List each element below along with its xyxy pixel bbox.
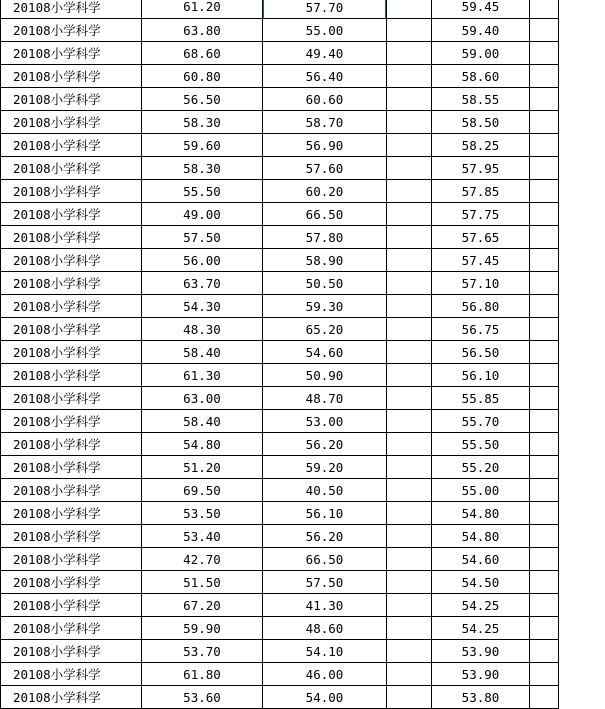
table-row	[1, 19, 559, 42]
subject-cell[interactable]: 20108小学科学	[1, 525, 142, 548]
average-cell[interactable]: 55.70	[432, 410, 530, 433]
empty-cell[interactable]	[387, 203, 432, 226]
empty-cell[interactable]	[530, 226, 559, 249]
subject-cell[interactable]: 20108小学科学	[1, 295, 142, 318]
table-row	[1, 525, 559, 548]
subject-cell[interactable]: 20108小学科学	[1, 640, 142, 663]
score2-cell[interactable]: 57.60	[263, 157, 387, 180]
table-row	[1, 640, 559, 663]
average-cell[interactable]: 58.55	[432, 88, 530, 111]
subject-cell[interactable]: 20108小学科学	[1, 433, 142, 456]
score1-cell[interactable]: 42.70	[142, 548, 263, 571]
average-cell[interactable]: 57.10	[432, 272, 530, 295]
score2-cell[interactable]: 60.20	[263, 180, 387, 203]
empty-cell[interactable]	[530, 157, 559, 180]
empty-cell[interactable]	[387, 0, 432, 19]
score1-cell[interactable]: 59.60	[142, 134, 263, 157]
score2-cell[interactable]: 66.50	[263, 203, 387, 226]
subject-cell[interactable]: 20108小学科学	[1, 571, 142, 594]
average-cell[interactable]: 55.85	[432, 387, 530, 410]
empty-cell[interactable]	[387, 617, 432, 640]
empty-cell[interactable]	[387, 686, 432, 709]
table-row	[1, 249, 559, 272]
subject-cell[interactable]: 20108小学科学	[1, 249, 142, 272]
table-row	[1, 410, 559, 433]
average-cell[interactable]: 54.80	[432, 502, 530, 525]
score1-cell[interactable]: 63.70	[142, 272, 263, 295]
empty-cell[interactable]	[530, 686, 559, 709]
average-cell[interactable]: 57.65	[432, 226, 530, 249]
subject-cell[interactable]: 20108小学科学	[1, 0, 142, 19]
score2-cell[interactable]: 54.00	[263, 686, 387, 709]
table-row	[1, 433, 559, 456]
subject-cell[interactable]: 20108小学科学	[1, 65, 142, 88]
empty-cell[interactable]	[387, 65, 432, 88]
empty-cell[interactable]	[387, 387, 432, 410]
score2-cell[interactable]: 54.60	[263, 341, 387, 364]
table-row	[1, 387, 559, 410]
subject-cell[interactable]: 20108小学科学	[1, 387, 142, 410]
empty-cell[interactable]	[387, 502, 432, 525]
score1-cell[interactable]: 57.50	[142, 226, 263, 249]
average-cell[interactable]: 54.60	[432, 548, 530, 571]
empty-cell[interactable]	[387, 134, 432, 157]
empty-cell[interactable]	[387, 433, 432, 456]
score2-cell[interactable]: 48.60	[263, 617, 387, 640]
score1-cell[interactable]: 53.40	[142, 525, 263, 548]
score1-cell[interactable]: 51.20	[142, 456, 263, 479]
score2-cell[interactable]: 66.50	[263, 548, 387, 571]
score2-cell[interactable]: 59.20	[263, 456, 387, 479]
average-cell[interactable]: 59.40	[432, 19, 530, 42]
empty-cell[interactable]	[530, 180, 559, 203]
score1-cell[interactable]: 67.20	[142, 594, 263, 617]
score2-cell[interactable]: 40.50	[263, 479, 387, 502]
average-cell[interactable]: 58.25	[432, 134, 530, 157]
empty-cell[interactable]	[387, 640, 432, 663]
score1-cell[interactable]: 56.00	[142, 249, 263, 272]
table-row	[1, 341, 559, 364]
subject-cell[interactable]: 20108小学科学	[1, 157, 142, 180]
subject-cell[interactable]: 20108小学科学	[1, 180, 142, 203]
average-cell[interactable]: 57.95	[432, 157, 530, 180]
score2-cell[interactable]: 49.40	[263, 42, 387, 65]
average-cell[interactable]: 53.80	[432, 686, 530, 709]
empty-cell[interactable]	[387, 548, 432, 571]
empty-cell[interactable]	[530, 525, 559, 548]
empty-cell[interactable]	[387, 295, 432, 318]
average-cell[interactable]: 55.20	[432, 456, 530, 479]
empty-cell[interactable]	[530, 295, 559, 318]
empty-cell[interactable]	[387, 456, 432, 479]
table-row	[1, 502, 559, 525]
empty-cell[interactable]	[530, 272, 559, 295]
subject-cell[interactable]: 20108小学科学	[1, 19, 142, 42]
empty-cell[interactable]	[387, 410, 432, 433]
average-cell[interactable]: 56.10	[432, 364, 530, 387]
empty-cell[interactable]	[530, 456, 559, 479]
average-cell[interactable]: 57.75	[432, 203, 530, 226]
score2-cell[interactable]: 56.90	[263, 134, 387, 157]
empty-cell[interactable]	[530, 640, 559, 663]
empty-cell[interactable]	[530, 111, 559, 134]
score1-cell[interactable]: 63.80	[142, 19, 263, 42]
score1-cell[interactable]: 53.60	[142, 686, 263, 709]
table-row	[1, 295, 559, 318]
empty-cell[interactable]	[387, 226, 432, 249]
empty-cell[interactable]	[387, 157, 432, 180]
score1-cell[interactable]: 49.00	[142, 203, 263, 226]
score2-cell[interactable]: 56.20	[263, 433, 387, 456]
empty-cell[interactable]	[387, 180, 432, 203]
subject-cell[interactable]: 20108小学科学	[1, 42, 142, 65]
score1-cell[interactable]: 55.50	[142, 180, 263, 203]
score2-cell[interactable]: 53.00	[263, 410, 387, 433]
table-row	[1, 594, 559, 617]
average-cell[interactable]: 55.50	[432, 433, 530, 456]
score2-cell[interactable]: 58.70	[263, 111, 387, 134]
subject-cell[interactable]: 20108小学科学	[1, 479, 142, 502]
table-row	[1, 203, 559, 226]
empty-cell[interactable]	[387, 341, 432, 364]
score2-cell[interactable]: 58.90	[263, 249, 387, 272]
empty-cell[interactable]	[530, 341, 559, 364]
empty-cell[interactable]	[530, 318, 559, 341]
score1-cell[interactable]: 53.50	[142, 502, 263, 525]
empty-cell[interactable]	[530, 433, 559, 456]
subject-cell[interactable]: 20108小学科学	[1, 226, 142, 249]
empty-cell[interactable]	[530, 0, 559, 19]
score2-cell[interactable]: 50.50	[263, 272, 387, 295]
score1-cell[interactable]: 54.80	[142, 433, 263, 456]
score2-cell[interactable]: 41.30	[263, 594, 387, 617]
empty-cell[interactable]	[387, 663, 432, 686]
table-row	[1, 686, 559, 709]
empty-cell[interactable]	[530, 203, 559, 226]
score1-cell[interactable]: 48.30	[142, 318, 263, 341]
subject-cell[interactable]: 20108小学科学	[1, 111, 142, 134]
score2-cell[interactable]: 55.00	[263, 19, 387, 42]
empty-cell[interactable]	[387, 594, 432, 617]
table-row	[1, 663, 559, 686]
empty-cell[interactable]	[387, 479, 432, 502]
score1-cell[interactable]: 51.50	[142, 571, 263, 594]
score1-cell[interactable]: 58.30	[142, 157, 263, 180]
empty-cell[interactable]	[530, 548, 559, 571]
average-cell[interactable]: 54.25	[432, 617, 530, 640]
score2-cell[interactable]: 57.80	[263, 226, 387, 249]
table-row	[1, 479, 559, 502]
table-row	[1, 456, 559, 479]
table-row	[1, 571, 559, 594]
subject-cell[interactable]: 20108小学科学	[1, 88, 142, 111]
subject-cell[interactable]: 20108小学科学	[1, 341, 142, 364]
score1-cell[interactable]: 63.00	[142, 387, 263, 410]
average-cell[interactable]: 59.00	[432, 42, 530, 65]
average-cell[interactable]: 58.50	[432, 111, 530, 134]
table-row	[1, 548, 559, 571]
empty-cell[interactable]	[530, 663, 559, 686]
score1-cell[interactable]: 58.40	[142, 341, 263, 364]
subject-cell[interactable]: 20108小学科学	[1, 663, 142, 686]
subject-cell[interactable]: 20108小学科学	[1, 548, 142, 571]
average-cell[interactable]: 55.00	[432, 479, 530, 502]
average-cell[interactable]: 56.80	[432, 295, 530, 318]
empty-cell[interactable]	[530, 502, 559, 525]
score1-cell[interactable]: 61.20	[142, 0, 263, 19]
empty-cell[interactable]	[530, 617, 559, 640]
score1-cell[interactable]: 56.50	[142, 88, 263, 111]
average-cell[interactable]: 59.45	[432, 0, 530, 19]
score2-cell[interactable]: 48.70	[263, 387, 387, 410]
subject-cell[interactable]: 20108小学科学	[1, 410, 142, 433]
table-row	[1, 111, 559, 134]
score1-cell[interactable]: 60.80	[142, 65, 263, 88]
table-row	[1, 88, 559, 111]
table-row	[1, 226, 559, 249]
score2-cell[interactable]: 56.10	[263, 502, 387, 525]
empty-cell[interactable]	[530, 88, 559, 111]
score2-cell[interactable]: 56.40	[263, 65, 387, 88]
table-row	[1, 42, 559, 65]
average-cell[interactable]: 54.80	[432, 525, 530, 548]
score2-cell[interactable]: 57.70	[263, 0, 387, 19]
table-row	[1, 617, 559, 640]
score2-cell[interactable]: 54.10	[263, 640, 387, 663]
average-cell[interactable]: 53.90	[432, 640, 530, 663]
score1-cell[interactable]: 68.60	[142, 42, 263, 65]
table-row	[1, 157, 559, 180]
empty-cell[interactable]	[530, 65, 559, 88]
average-cell[interactable]: 56.50	[432, 341, 530, 364]
score2-cell[interactable]: 50.90	[263, 364, 387, 387]
subject-cell[interactable]: 20108小学科学	[1, 134, 142, 157]
table-row	[1, 272, 559, 295]
empty-cell[interactable]	[530, 479, 559, 502]
score1-cell[interactable]: 59.90	[142, 617, 263, 640]
score2-cell[interactable]: 60.60	[263, 88, 387, 111]
table-row	[1, 364, 559, 387]
subject-cell[interactable]: 20108小学科学	[1, 594, 142, 617]
empty-cell[interactable]	[387, 42, 432, 65]
empty-cell[interactable]	[530, 249, 559, 272]
empty-cell[interactable]	[530, 387, 559, 410]
table-row	[1, 318, 559, 341]
table-row	[1, 0, 559, 19]
subject-cell[interactable]: 20108小学科学	[1, 686, 142, 709]
empty-cell[interactable]	[530, 19, 559, 42]
score1-cell[interactable]: 69.50	[142, 479, 263, 502]
score2-cell[interactable]: 56.20	[263, 525, 387, 548]
empty-cell[interactable]	[530, 42, 559, 65]
empty-cell[interactable]	[530, 410, 559, 433]
empty-cell[interactable]	[387, 249, 432, 272]
table-row	[1, 65, 559, 88]
table-row	[1, 134, 559, 157]
average-cell[interactable]: 57.45	[432, 249, 530, 272]
empty-cell[interactable]	[387, 111, 432, 134]
average-cell[interactable]: 54.50	[432, 571, 530, 594]
subject-cell[interactable]: 20108小学科学	[1, 318, 142, 341]
score1-cell[interactable]: 53.70	[142, 640, 263, 663]
score2-cell[interactable]: 57.50	[263, 571, 387, 594]
empty-cell[interactable]	[387, 571, 432, 594]
empty-cell[interactable]	[530, 364, 559, 387]
average-cell[interactable]: 58.60	[432, 65, 530, 88]
score1-cell[interactable]: 61.80	[142, 663, 263, 686]
table-row	[1, 180, 559, 203]
average-cell[interactable]: 54.25	[432, 594, 530, 617]
score2-cell[interactable]: 46.00	[263, 663, 387, 686]
empty-cell[interactable]	[387, 272, 432, 295]
empty-cell[interactable]	[387, 364, 432, 387]
score1-cell[interactable]: 54.30	[142, 295, 263, 318]
empty-cell[interactable]	[530, 594, 559, 617]
empty-cell[interactable]	[387, 88, 432, 111]
subject-cell[interactable]: 20108小学科学	[1, 364, 142, 387]
subject-cell[interactable]: 20108小学科学	[1, 617, 142, 640]
average-cell[interactable]: 57.85	[432, 180, 530, 203]
empty-cell[interactable]	[387, 318, 432, 341]
subject-cell[interactable]: 20108小学科学	[1, 456, 142, 479]
score1-cell[interactable]: 58.40	[142, 410, 263, 433]
empty-cell[interactable]	[387, 19, 432, 42]
average-cell[interactable]: 53.90	[432, 663, 530, 686]
empty-cell[interactable]	[387, 525, 432, 548]
subject-cell[interactable]: 20108小学科学	[1, 502, 142, 525]
empty-cell[interactable]	[530, 571, 559, 594]
score2-cell[interactable]: 59.30	[263, 295, 387, 318]
score2-cell[interactable]: 65.20	[263, 318, 387, 341]
average-cell[interactable]: 56.75	[432, 318, 530, 341]
subject-cell[interactable]: 20108小学科学	[1, 272, 142, 295]
subject-cell[interactable]: 20108小学科学	[1, 203, 142, 226]
score1-cell[interactable]: 61.30	[142, 364, 263, 387]
score1-cell[interactable]: 58.30	[142, 111, 263, 134]
empty-cell[interactable]	[530, 134, 559, 157]
